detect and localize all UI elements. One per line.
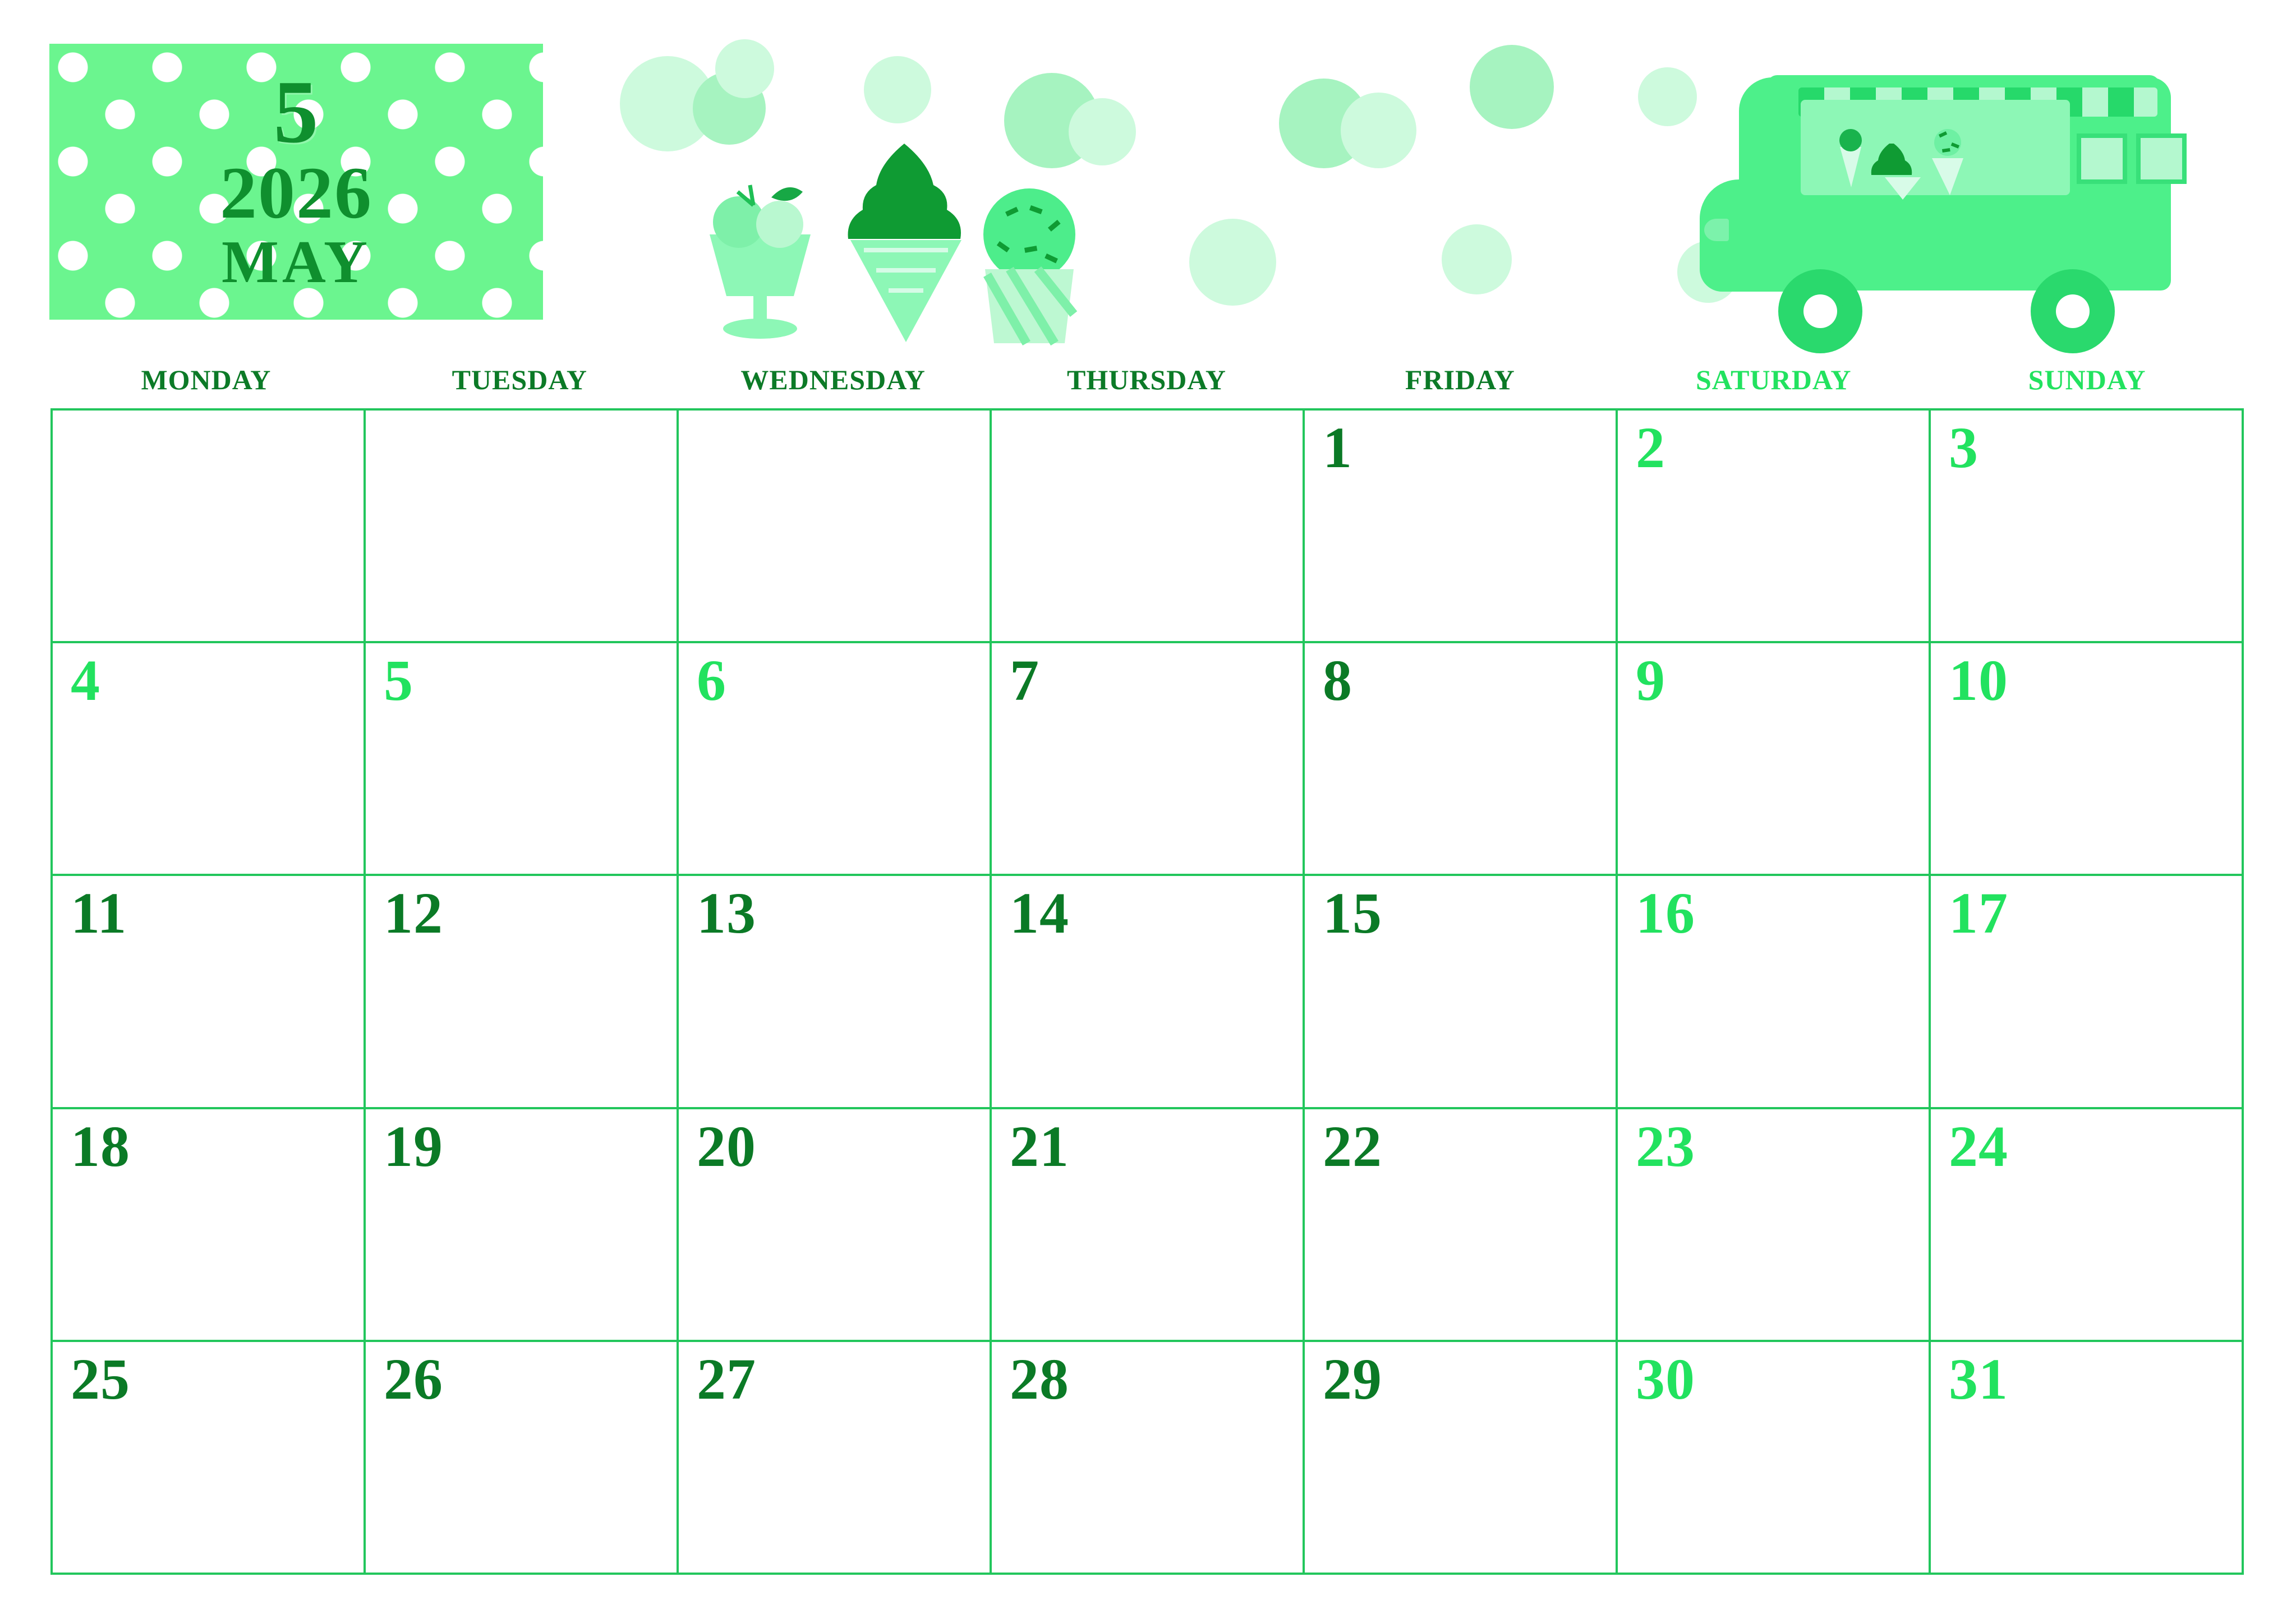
day-number: 4 [71,648,100,713]
day-cell[interactable] [1618,1342,1931,1575]
day-number: 27 [697,1347,756,1412]
ice-cream-sundae-icon [687,168,833,342]
day-cell[interactable] [1305,1109,1618,1342]
day-number: 30 [1636,1347,1695,1412]
bubble-decoration-icon [715,39,774,98]
day-cell[interactable] [992,643,1305,876]
day-number: 24 [1949,1114,2008,1179]
bubble-decoration-icon [1470,45,1554,129]
bubble-decoration-icon [1638,67,1697,126]
day-cell[interactable] [53,1109,366,1342]
day-cell[interactable] [366,1342,679,1575]
day-cell[interactable] [53,411,366,643]
day-number: 18 [71,1114,130,1179]
bubble-decoration-icon [1069,98,1136,165]
day-number: 26 [384,1347,443,1412]
day-cell[interactable] [1931,643,2244,876]
day-cell[interactable] [1931,876,2244,1109]
day-cell[interactable] [366,643,679,876]
day-cell[interactable] [1931,1342,2244,1575]
day-cell[interactable] [1618,643,1931,876]
day-cell[interactable] [366,876,679,1109]
day-number: 17 [1949,881,2008,946]
day-number: 12 [384,881,443,946]
day-number: 14 [1010,881,1069,946]
sprinkle-cone-icon [970,185,1088,348]
day-number: 8 [1323,648,1352,713]
day-number: 7 [1010,648,1039,713]
day-cell[interactable] [1618,411,1931,643]
day-cell[interactable] [679,1342,992,1575]
month-number: 5 [273,62,319,162]
day-number: 23 [1636,1114,1695,1179]
month-title-card [49,44,543,320]
weekday-friday: FRIDAY [1405,364,1515,395]
weekday-thursday: THURSDAY [1066,364,1226,395]
soft-serve-cone-icon [841,140,970,348]
day-number: 6 [697,648,726,713]
day-cell[interactable] [366,1109,679,1342]
day-number: 13 [697,881,756,946]
day-cell[interactable] [1305,1342,1618,1575]
weekday-header-row [49,359,2244,400]
bubble-decoration-icon [1189,219,1276,306]
bubble-decoration-icon [1341,93,1416,168]
weekday-sunday: SUNDAY [2028,364,2146,395]
bubble-decoration-icon [864,56,931,123]
day-number: 5 [384,648,413,713]
day-number: 21 [1010,1114,1069,1179]
day-number: 16 [1636,881,1695,946]
calendar-grid [50,408,2244,1575]
day-cell[interactable] [992,1109,1305,1342]
weekday-saturday: SATURDAY [1695,364,1852,395]
month-name-label: MAY [221,229,371,296]
day-number: 19 [384,1114,443,1179]
year-label: 2026 [220,151,372,234]
day-cell[interactable] [1931,411,2244,643]
day-cell[interactable] [53,643,366,876]
day-cell[interactable] [679,643,992,876]
day-number: 11 [71,881,127,946]
day-number: 28 [1010,1347,1069,1412]
day-cell[interactable] [1618,1109,1931,1342]
day-number: 22 [1323,1114,1382,1179]
day-number: 25 [71,1347,130,1412]
day-cell[interactable] [1305,411,1618,643]
day-cell[interactable] [1305,876,1618,1109]
day-cell[interactable] [679,411,992,643]
day-number: 9 [1636,648,1665,713]
day-cell[interactable] [53,876,366,1109]
day-number: 10 [1949,648,2008,713]
day-cell[interactable] [1305,643,1618,876]
calendar-header [0,0,2296,359]
weekday-tuesday: TUESDAY [452,364,587,395]
day-cell[interactable] [1618,876,1931,1109]
day-cell[interactable] [53,1342,366,1575]
day-number: 15 [1323,881,1382,946]
day-cell[interactable] [1931,1109,2244,1342]
day-number: 2 [1636,416,1665,480]
day-cell[interactable] [992,1342,1305,1575]
day-number: 31 [1949,1347,2008,1412]
day-cell[interactable] [366,411,679,643]
weekday-monday: MONDAY [141,364,272,395]
ice-cream-truck-icon [1700,34,2205,348]
day-number: 1 [1323,416,1352,480]
day-number: 29 [1323,1347,1382,1412]
day-cell[interactable] [992,876,1305,1109]
weekday-wednesday: WEDNESDAY [740,364,926,395]
day-number: 20 [697,1114,756,1179]
day-cell[interactable] [992,411,1305,643]
day-cell[interactable] [679,876,992,1109]
day-cell[interactable] [679,1109,992,1342]
day-number: 3 [1949,416,1978,480]
bubble-decoration-icon [1442,224,1512,294]
